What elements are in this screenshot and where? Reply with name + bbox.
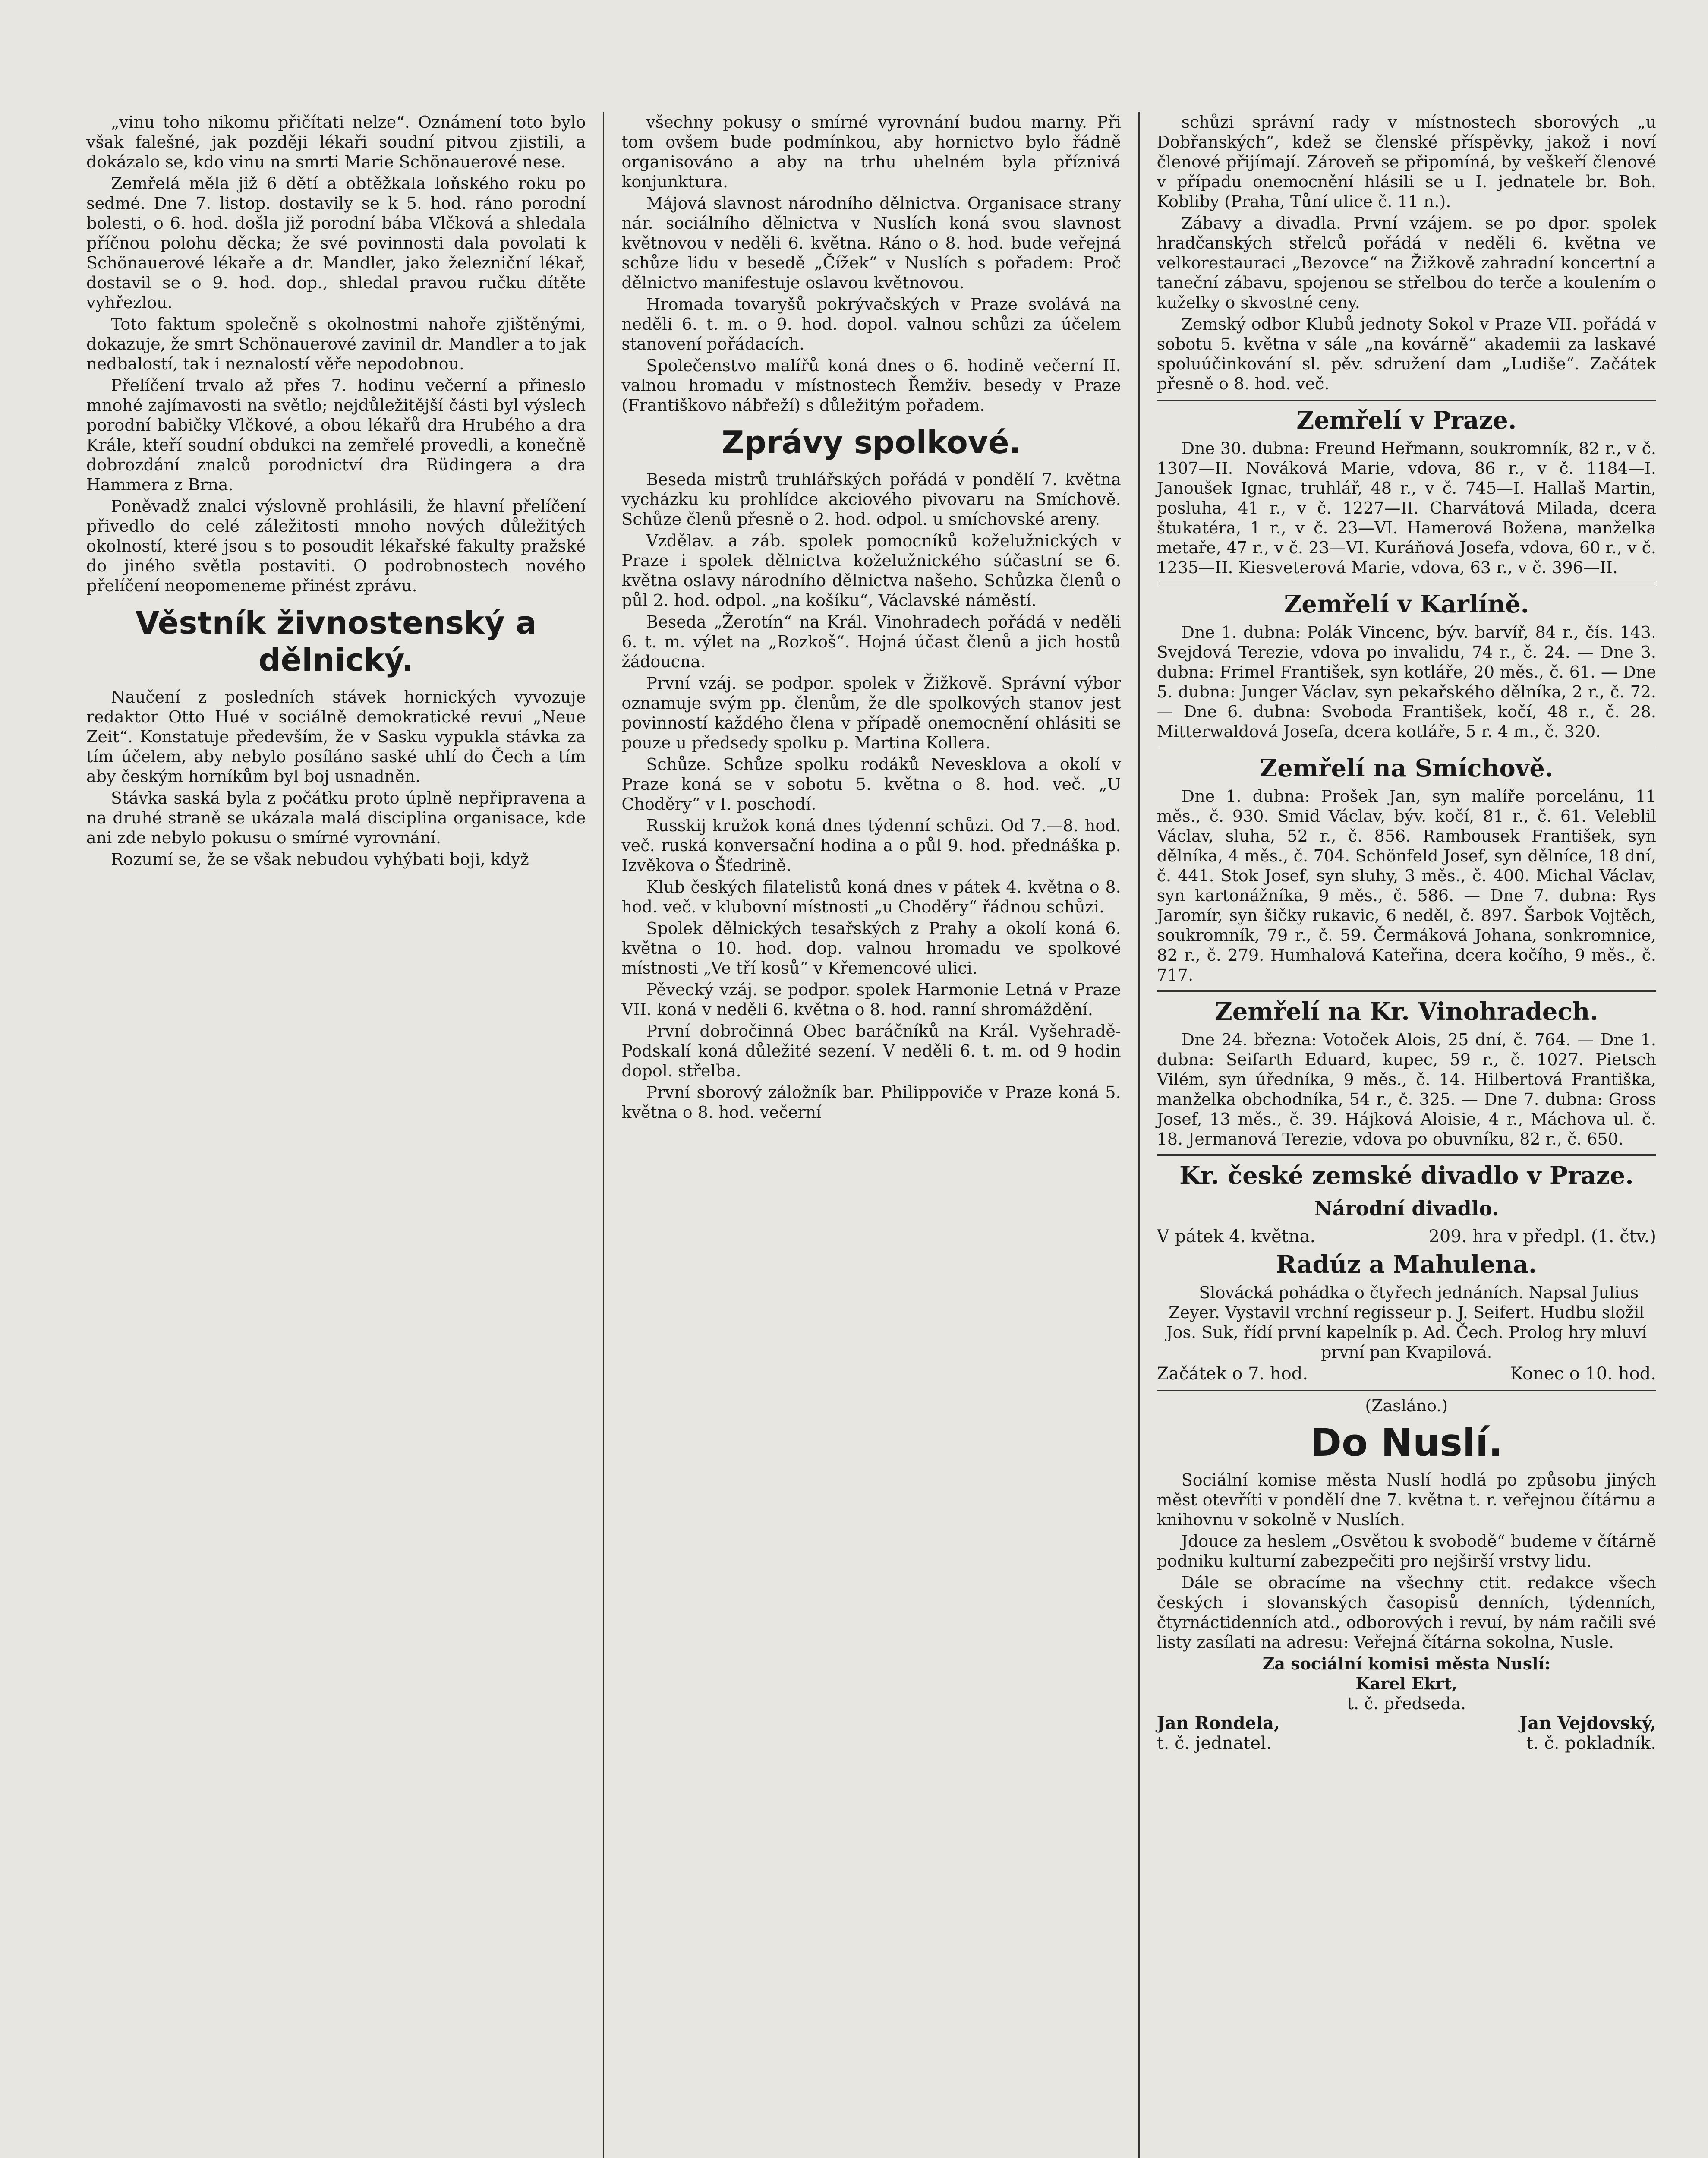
paragraph: Jdouce za heslem „Osvětou k svobodě“ budeme v čítárně podniku kulturní zabezpečiti pro nejširší vrstvy lidu.	[1157, 1532, 1656, 1571]
paragraph: všechny pokusy o smírné vyrovnání budou marny. Při tom ovšem bude podmínkou, aby hornictvo bylo řádně organisováno a aby na trhu uhelném byla příznivá konjunktura.	[621, 113, 1121, 191]
deaths-list: Dne 1. dubna: Polák Vincenc, býv. barvíř, 84 r., čís. 143. Svejdová Terezie, vdova po invalidu, 74 r., č. 24. — Dne 3. dubna: Frimel František, syn kotláře, 20 měs., č. 61. — Dne 5. dubna: Junger Václav, syn pekařského dělníka, 2 r., č. 72. — Dne 6. dubna: Svoboda František, kočí, 48 r., č. 28. Mitterwaldová Josefa, dcera kotláře, 5 r. 4 m., č. 320.	[1157, 623, 1656, 741]
play-description: Slovácká pohádka o čtyřech jednáních. Napsal Julius Zeyer. Vystavil vrchní regisseur p. J. Seifert. Hudbu složil Jos. Suk, řídí první kapelník p. Ad. Čech. Prolog hry mluví první pan Kvapilová.	[1166, 1283, 1647, 1362]
paragraph: První sborový záložník bar. Philippoviče v Praze koná 5. května o 8. hod. večerní	[621, 1083, 1121, 1122]
paragraph: Dále se obracíme na všechny ctit. redakce všech českých i slovanských časopisů denních, týdenních, čtyrnáctidenních atd., odborových i revuí, by nám račili své listy zasílati na adresu: Veřejná čítárna sokolna, Nusle.	[1157, 1573, 1656, 1652]
paragraph: Sociální komise města Nuslí hodlá po způsobu jiných měst otevříti v pondělí dne 7. května t. r. veřejnou čítárnu a knihovnu v sokolně v Nuslích.	[1157, 1470, 1656, 1529]
theatre-start: Začátek o 7. hod.	[1157, 1364, 1308, 1384]
deaths-list: Dne 30. dubna: Freund Heřmann, soukromník, 82 r., v č. 1307—II. Nováková Marie, vdova, 86 r., v č. 1184—I. Janoušek Ignac, truhlář, 48 r., v č. 745—I. Hallaš Martin, posluha, 41 r., v č. 1227—II. Charvátová Milada, dcera štukatéra, 1 r., v č. 23—VI. Hamerová Božena, manželka metaře, 47 r., v č. 23—VI. Kuráňová Josefa, vdova, 60 r., v č. 1235—II. Kiesveterová Marie, vdova, 63 r., v č. 396—II.	[1157, 439, 1656, 577]
divider	[1157, 399, 1656, 401]
treasurer-name: Jan Vejdovský,	[1519, 1713, 1656, 1733]
paragraph: Schůze. Schůze spolku rodáků Nevesklova a okolí v Praze koná se v sobotu 5. května o 8. hod. več. „U Choděry“ v I. poschodí.	[621, 755, 1121, 814]
signature-heading: Za sociální komisi města Nuslí:	[1262, 1654, 1551, 1673]
theatre-time-row	[1157, 1364, 1656, 1384]
paragraph: Poněvadž znalci výslovně prohlásili, že hlavní přelíčení přivedlo do celé záležitosti mnoho nových důležitých okolností, které jsou s to posoudit lékařské fakulty pražské do jiného světla postaviti. O podrobnostech nového přelíčení neopomeneme přinést zprávu.	[86, 497, 586, 595]
divider	[1157, 1154, 1656, 1156]
paragraph: Májová slavnost národního dělnictva. Organisace strany nár. sociálního dělnictva v Nuslích koná svou slavnost květnovou v neděli 6. května. Ráno o 8. hod. bude veřejná schůze lidu v besedě „Čížek“ v Nuslích s pořadem: Proč dělnictvo manifestuje oslavou květnovou.	[621, 194, 1121, 292]
paragraph: Hromada tovaryšů pokrývačských v Praze svolává na neděli 6. t. m. o 9. hod. dopol. valnou schůzi za účelem stanovení pořádacích.	[621, 295, 1121, 353]
column-3	[1138, 112, 1656, 2158]
paragraph: Spolek dělnických tesařských z Prahy a okolí koná 6. května o 10. hod. dop. valnou hromadu ve spolkové místnosti „Ve tří kosů“ v Křemencové ulici.	[621, 919, 1121, 978]
paragraph: Zábavy a divadla. První vzájem. se po dpor. spolek hradčanských střelců pořádá v neděli 6. května ve velkorestauraci „Bezovce“ na Žižkově zahradní koncertní a taneční zábavu, spojenou se střelbou do terče a koulením o kuželky o skvostné ceny.	[1157, 214, 1656, 312]
deaths-list: Dne 24. března: Votoček Alois, 25 dní, č. 764. — Dne 1. dubna: Seifarth Eduard, kupec, 59 r., č. 1027. Pietsch Vilém, syn úředníka, 9 měs., č. 14. Hilbertová Františka, manželka obchodníka, 54 r., č. 325. — Dne 7. dubna: Gross Josef, 13 měs., č. 39. Hájková Aloisie, 4 r., Máchova ul. č. 18. Jermanová Terezie, vdova po obuvníku, 82 r., č. 650.	[1157, 1030, 1656, 1148]
deaths-heading-prague: Zemřelí v Praze.	[1296, 406, 1517, 435]
play-title: Radúz a Mahulena.	[1276, 1250, 1537, 1279]
column-1	[86, 112, 586, 2158]
paragraph: Zemřelá měla již 6 dětí a obtěžkala loňského roku po sedmé. Dne 7. listop. dostavily se k 5. hod. ráno porodní bolesti, o 6. hod. došla již porodní bába Vlčková a shledala příčnou polohu děcka; že své povinnosti dala povolati k Schönauerové lékaře a dr. Mandler, jako železniční lékař, dostavil se o 9. hod. dop., shledal pravou ručku dítěte vyhřezlou.	[86, 174, 586, 312]
divider	[1157, 990, 1656, 992]
chair-name: Karel Ekrt,	[1355, 1674, 1458, 1693]
column-2	[603, 112, 1121, 2158]
section-heading: Zprávy spolkové.	[722, 424, 1021, 461]
theatre-heading: Kr. české zemské divadlo v Praze.	[1179, 1161, 1634, 1190]
paragraph: Stávka saská byla z počátku proto úplně nepřipravena a na druhé straně se ukázala malá disciplina organisace, kde ani zde nebylo pokusu o smírné vyrovnání.	[86, 789, 586, 847]
signatures-row	[1157, 1713, 1656, 1733]
chair-role: t. č. předseda.	[1347, 1694, 1466, 1713]
deaths-heading-karlin: Zemřelí v Karlíně.	[1284, 590, 1529, 618]
divider	[1157, 747, 1656, 748]
divider	[1157, 583, 1656, 584]
paragraph: Beseda „Žerotín“ na Král. Vinohradech pořádá v neděli 6. t. m. výlet na „Rozkoš“. Hojná účast členů a jich hostů žádoucna.	[621, 612, 1121, 671]
paragraph: Přelíčení trvalo až přes 7. hodinu večerní a přineslo mnohé zajímavosti na světlo; nejdůležitější části byl výslech porodní babičky Vlčkové, a obou lékařů dra Hrubého a dra Krále, kteří soudní obdukci na zemřelé provedli, a konečně dobrozdání znalců porodnictví dra Rüdingera a dra Hammera z Brna.	[86, 376, 586, 494]
paragraph: „vinu toho nikomu přičítati nelze“. Oznámení toto bylo však falešné, jak později lékaři soudní pitvou zjistili, a dokázalo se, kdo vinu na smrti Marie Schönauerové nese.	[86, 113, 586, 171]
paragraph: Pěvecký vzáj. se podpor. spolek Harmonie Letná v Praze VII. koná v neděli 6. května o 8. hod. ranní shromáždění.	[621, 980, 1121, 1019]
paragraph: Russkij kružok koná dnes týdenní schůzi. Od 7.—8. hod. več. ruská konversační hodina a o půl 9. hod. přednáška p. Izvěkova o Šťedrině.	[621, 816, 1121, 875]
theatre-date-row	[1157, 1227, 1656, 1246]
paragraph: První vzáj. se podpor. spolek v Žižkově. Správní výbor oznamuje svým pp. členům, že dle spolkových stanov jest povinností každého člena v případě onemocnění ohlásiti se pouze u předsedy spolku p. Martina Kollera.	[621, 674, 1121, 752]
paragraph: Společenstvo malířů koná dnes o 6. hodině večerní II. valnou hromadu v místnostech Řemživ. besedy v Praze (Františkovo nábřeží) s důležitým pořadem.	[621, 356, 1121, 415]
treasurer-role: t. č. pokladník.	[1526, 1733, 1656, 1753]
paragraph: První dobročinná Obec baráčníků na Král. Vyšehradě-Podskalí koná důležité sezení. V neděli 6. t. m. od 9 hodin dopol. střelba.	[621, 1022, 1121, 1080]
notice-heading: Do Nuslí.	[1310, 1420, 1503, 1465]
theatre-subscription: 209. hra v předpl. (1. čtv.)	[1428, 1227, 1656, 1246]
paragraph: schůzi správní rady v místnostech sborových „u Dobřanských“, kdež se členské příspěvky, jakož i noví členové přijímají. Zároveň se připomíná, by veškeří členové v případu onemocnění hlásili se u I. jednatele br. Boh. Kobliby (Praha, Tůní ulice č. 11 n.).	[1157, 113, 1656, 211]
theatre-date: V pátek 4. května.	[1157, 1227, 1316, 1246]
deaths-heading-smichov: Zemřelí na Smíchově.	[1260, 754, 1554, 782]
theatre-subheading: Národní divadlo.	[1314, 1197, 1499, 1220]
section-heading: Věstník živnostenský a dělnický.	[135, 605, 537, 678]
paragraph: Zemský odbor Klubů jednoty Sokol v Praze VII. pořádá v sobotu 5. května v sále „na kovárně“ akademii za laskavé spoluúčinkování sl. pěv. sdružení dam „Ludiše“. Začátek přesně o 8. hod. več.	[1157, 315, 1656, 393]
paragraph: Rozumí se, že se však nebudou vyhýbati boji, když	[111, 850, 529, 869]
paragraph: Naučení z posledních stávek hornických vyvozuje redaktor Otto Hué v sociálně demokratické revui „Neue Zeit“. Konstatuje především, že v Sasku vypukla stávka za tím účelem, aby nebylo posíláno saské uhlí do Čech a tím aby českým horníkům byl boj usnadněn.	[86, 688, 586, 786]
roles-row	[1157, 1733, 1656, 1753]
paragraph: Vzdělav. a záb. spolek pomocníků koželužnických v Praze i spolek dělnictva koželužnického súčastní se 6. května oslavy národního dělnictva našeho. Schůzka členů o půl 2. hod. odpol. „na košíku“, Václavské náměstí.	[621, 531, 1121, 610]
paragraph: Beseda mistrů truhlářských pořádá v pondělí 7. května vycházku ku prohlídce akciového pivovaru na Smíchově. Schůze členů přesně o 2. hod. odpol. u smíchovské areny.	[621, 470, 1121, 529]
divider	[1157, 1389, 1656, 1391]
theatre-end: Konec o 10. hod.	[1510, 1364, 1656, 1384]
deaths-list: Dne 1. dubna: Prošek Jan, syn malíře porcelánu, 11 měs., č. 930. Smid Václav, býv. kočí, 81 r., č. 61. Veleblil Václav, sluha, 52 r., č. 856. Rambousek František, syn dělníka, 4 měs., č. 704. Schönfeld Josef, syn dělníce, 18 dní, č. 441. Stok Josef, syn sluhy, 3 měs., č. 400. Michal Václav, syn kartonážníka, 9 měs., č. 586. — Dne 7. dubna: Rys Jaromír, syn šičky rukavic, 6 neděl, č. 897. Šarbok Vojtěch, soukromník, 79 r., č. 59. Čermáková Johana, sonkromnice, 82 r., č. 279. Humhalová Kateřina, dcera kočího, 9 měs., č. 717.	[1157, 787, 1656, 984]
deaths-heading-vinohrady: Zemřelí na Kr. Vinohradech.	[1214, 997, 1598, 1026]
paragraph: Klub českých filatelistů koná dnes v pátek 4. května o 8. hod. več. v klubovní místnosti „u Choděry“ řádnou schůzi.	[621, 877, 1121, 916]
secretary-role: t. č. jednatel.	[1157, 1733, 1272, 1753]
paragraph: Toto faktum společně s okolnostmi nahoře zjištěnými, dokazuje, že smrt Schönauerové zavinil dr. Mandler a to jak nedbalostí, tak i neznalostí věře nepodobnou.	[86, 315, 586, 373]
secretary-name: Jan Rondela,	[1157, 1713, 1280, 1733]
notice-label: (Zasláno.)	[1365, 1396, 1448, 1415]
